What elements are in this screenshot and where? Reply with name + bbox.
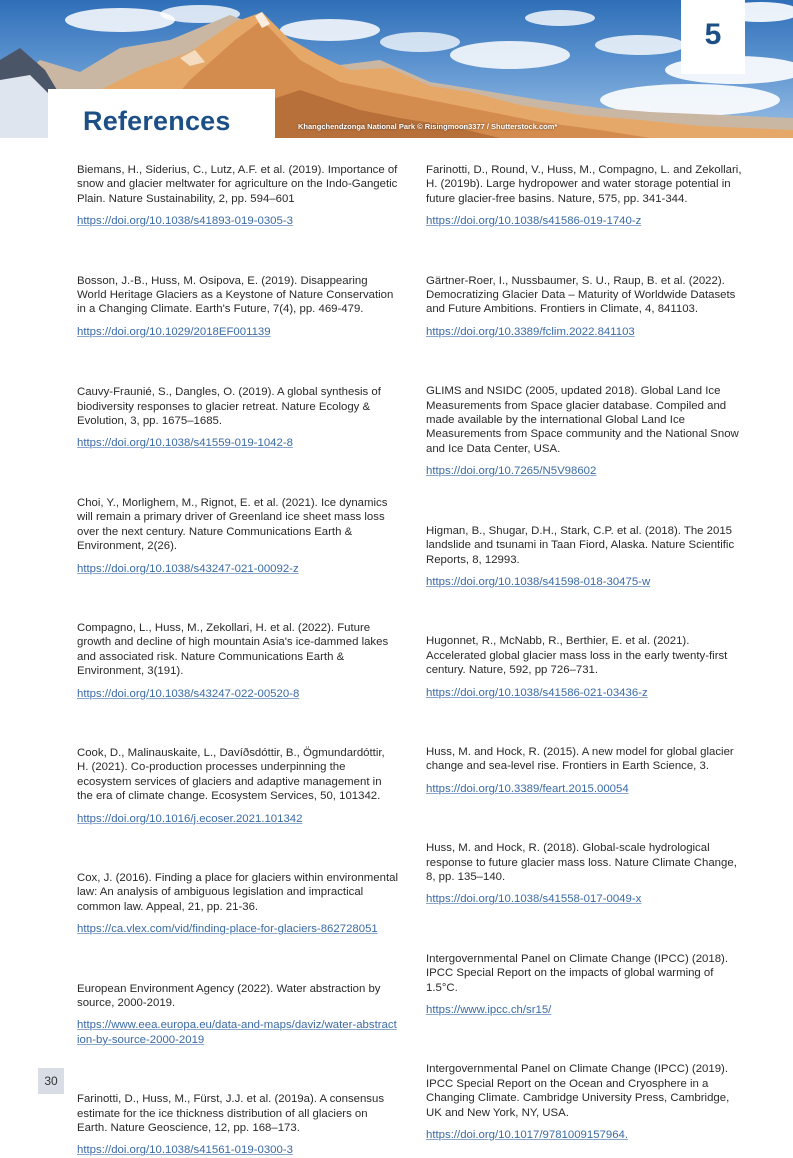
reference-entry bbox=[77, 385, 399, 451]
reference-entry bbox=[77, 496, 399, 576]
reference-citation: Intergovernmental Panel on Climate Change (IPCC) (2018). IPCC Special Report on the impacts of global warming of 1.5°C. bbox=[426, 952, 729, 994]
reference-link[interactable]: https://doi.org/10.7265/N5V98602 bbox=[426, 465, 597, 478]
reference-link[interactable]: https://doi.org/10.1038/s43247-021-00092-z bbox=[77, 562, 299, 575]
reference-citation: Farinotti, D., Round, V., Huss, M., Compagno, L. and Zekollari, H. (2019b). Large hydropower and water storage potential in future glacier-free basins. Nature, 575, pp. 341-344. bbox=[426, 164, 742, 205]
reference-entry bbox=[426, 634, 748, 700]
reference-entry bbox=[77, 163, 399, 229]
reference-citation: Farinotti, D., Huss, M., Fürst, J.J. et al. (2019a). A consensus estimate for the ice thickness distribution of all glaciers on Earth. Nature Geoscience, 12, pp. 168–173. bbox=[77, 1093, 385, 1135]
photo-caption: Khangchendzonga National Park © Risingmoon3377 / Shutterstock.com* bbox=[298, 122, 558, 131]
reference-citation: Intergovernmental Panel on Climate Change (IPCC) (2019). IPCC Special Report on the Ocean and Cryosphere in a Changing Climate. Cambridge University Press, Cambridge, UK and New York, NY, USA. bbox=[426, 1063, 730, 1119]
reference-citation: Hugonnet, R., McNabb, R., Berthier, E. et al. (2021). Accelerated global glacier mass loss in the early twenty-first century. Nature, 592, pp 726–731. bbox=[426, 635, 728, 677]
reference-link[interactable]: https://doi.org/10.1038/s43247-022-00520-8 bbox=[77, 687, 300, 700]
reference-citation: Huss, M. and Hock, R. (2018). Global-scale hydrological response to future glacier mass loss. Nature Climate Change, 8, pp. 135–140. bbox=[426, 842, 737, 883]
reference-citation: Compagno, L., Huss, M., Zekollari, H. et al. (2022). Future growth and decline of high mountain Asia's ice-dammed lakes and associated risk. Nature Communications Earth & Environment, 3(191). bbox=[77, 621, 389, 678]
reference-link[interactable]: https://doi.org/10.3389/fclim.2022.841103 bbox=[426, 325, 635, 338]
reference-entry bbox=[77, 621, 399, 701]
reference-entry bbox=[426, 745, 748, 796]
page-title: References bbox=[83, 106, 231, 136]
reference-link[interactable]: https://ca.vlex.com/vid/finding-place-for-glaciers-862728051 bbox=[77, 923, 378, 936]
references-right-column bbox=[426, 163, 748, 1142]
reference-link[interactable]: https://doi.org/10.1016/j.ecoser.2021.101342 bbox=[77, 812, 303, 825]
reference-citation: Cook, D., Malinauskaite, L., Davíðsdóttir, B., Ögmundardóttir, H. (2021). Co-production processes underpinning the ecosystem services of glaciers and adaptive management in the era of climate change. Ecosystem Services, 50, 101342. bbox=[77, 746, 385, 803]
reference-link[interactable]: https://doi.org/10.1038/s41893-019-0305-3 bbox=[77, 215, 293, 228]
reference-link[interactable]: https://doi.org/10.1029/2018EF001139 bbox=[77, 325, 271, 338]
reference-entry bbox=[426, 163, 748, 229]
reference-entry bbox=[426, 524, 748, 590]
reference-citation: Huss, M. and Hock, R. (2015). A new model for global glacier change and sea-level rise. Frontiers in Earth Science, 3. bbox=[426, 745, 734, 773]
reference-entry bbox=[426, 952, 748, 1018]
reference-citation: Choi, Y., Morlighem, M., Rignot, E. et al. (2021). Ice dynamics will remain a primary driver of Greenland ice sheet mass loss over the next century. Nature Communications Earth & Environment, 2(26). bbox=[77, 496, 388, 553]
reference-citation: European Environment Agency (2022). Water abstraction by source, 2000-2019. bbox=[77, 982, 381, 1009]
reference-citation: Higman, B., Shugar, D.H., Stark, C.P. et al. (2018). The 2015 landslide and tsunami in Taan Fiord, Alaska. Nature Scientific Reports, 8, 12993. bbox=[426, 524, 735, 566]
reference-citation: GLIMS and NSIDC (2005, updated 2018). Global Land Ice Measurements from Space glacier database. Compiled and made available by the international Global Land Ice Measurements from Space community and the National Snow and Ice Data Center, USA. bbox=[426, 385, 739, 455]
reference-link[interactable]: https://doi.org/10.1038/s41558-017-0049-x bbox=[426, 893, 642, 906]
references-left-column bbox=[77, 163, 399, 1158]
reference-entry bbox=[77, 1092, 399, 1158]
reference-citation: Cauvy-Fraunié, S., Dangles, O. (2019). A global synthesis of biodiversity responses to glacier retreat. Nature Ecology & Evolution, 3, pp. 1675–1685. bbox=[77, 386, 381, 428]
reference-link[interactable]: https://doi.org/10.1038/s41561-019-0300-3 bbox=[77, 1144, 293, 1157]
reference-entry bbox=[77, 982, 399, 1048]
reference-entry bbox=[77, 746, 399, 826]
reference-citation: Biemans, H., Siderius, C., Lutz, A.F. et al. (2019). Importance of snow and glacier meltwater for agriculture on the Indo-Gangetic Plain. Nature Sustainability, 2, pp. 594–601 bbox=[77, 164, 398, 205]
chapter-number: 5 bbox=[704, 18, 722, 51]
reference-entry bbox=[426, 274, 748, 340]
reference-link[interactable]: https://doi.org/10.3389/feart.2015.00054 bbox=[426, 782, 629, 795]
reference-citation: Cox, J. (2016). Finding a place for glaciers within environmental law: An analysis of ambiguous legislation and impractical common law. Appeal, 21, pp. 21-36. bbox=[77, 871, 398, 913]
reference-link[interactable]: https://doi.org/10.1038/s41586-019-1740-z bbox=[426, 215, 642, 228]
page-number: 30 bbox=[44, 1074, 58, 1088]
reference-entry bbox=[77, 871, 399, 937]
reference-entry bbox=[426, 1062, 748, 1142]
reference-entry bbox=[77, 274, 399, 340]
reference-link[interactable]: https://www.ipcc.ch/sr15/ bbox=[426, 1004, 552, 1016]
reference-citation: Gärtner-Roer, I., Nussbaumer, S. U., Raup, B. et al. (2022). Democratizing Glacier Data – Maturity of Worldwide Datasets and Future Ambitions. Frontiers in Climate, 4, 841103. bbox=[426, 274, 736, 316]
reference-citation: Bosson, J.-B., Huss, M. Osipova, E. (2019). Disappearing World Heritage Glaciers as a Keystone of Nature Conservation in a Changing Climate. Earth's Future, 7(4), pp. 469-479. bbox=[77, 274, 394, 316]
reference-link[interactable]: https://doi.org/10.1038/s41586-021-03436-z bbox=[426, 686, 648, 699]
reference-entry bbox=[426, 384, 748, 478]
reference-link[interactable]: https://www.eea.europa.eu/data-and-maps/daviz/water-abstraction-by-source-2000-2019 bbox=[77, 1019, 397, 1046]
reference-link[interactable]: https://doi.org/10.1038/s41559-019-1042-8 bbox=[77, 437, 293, 450]
reference-entry bbox=[426, 841, 748, 907]
reference-link[interactable]: https://doi.org/10.1017/9781009157964. bbox=[426, 1129, 629, 1142]
reference-link[interactable]: https://doi.org/10.1038/s41598-018-30475-w bbox=[426, 575, 651, 588]
